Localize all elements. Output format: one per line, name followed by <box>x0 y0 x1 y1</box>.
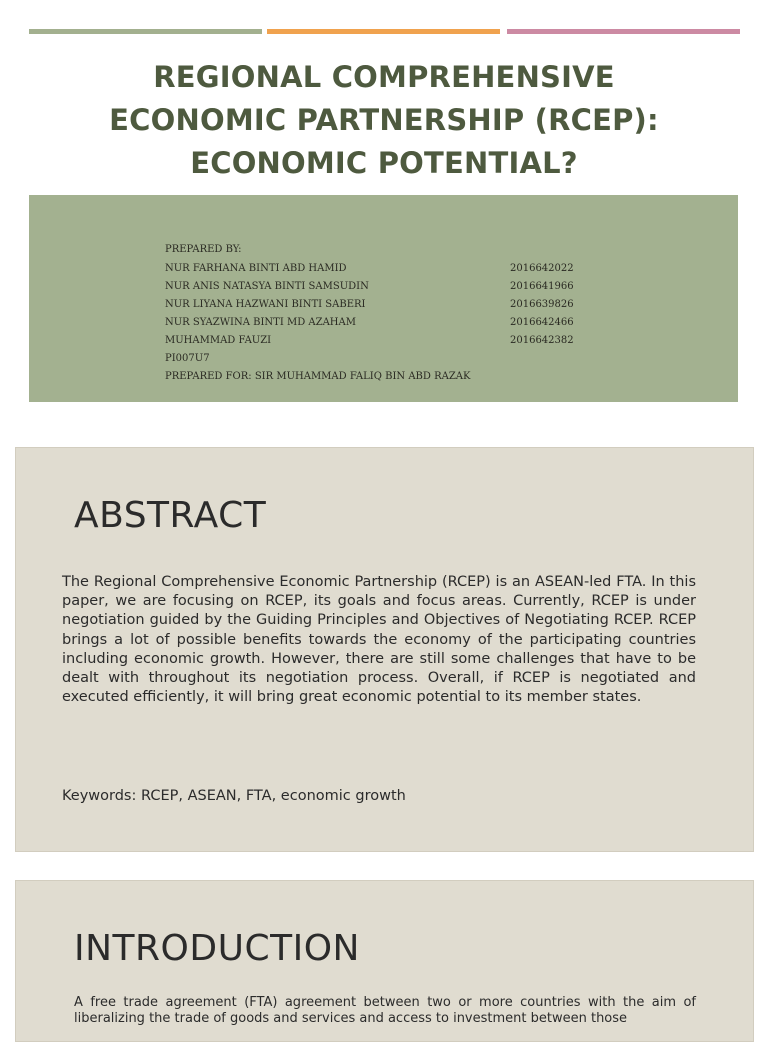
title-line-3: ECONOMIC POTENTIAL? <box>190 146 578 180</box>
abstract-keywords: Keywords: RCEP, ASEAN, FTA, economic growth <box>62 788 406 804</box>
member-id: 2016642466 <box>510 317 574 328</box>
introduction-heading: INTRODUCTION <box>74 928 360 969</box>
member-id: 2016642382 <box>510 335 574 346</box>
abstract-body: The Regional Comprehensive Economic Partnership (RCEP) is an ASEAN-led FTA. In this paper, we are focusing on RCEP, its goals and focus areas. Currently, RCEP is under negotiation guided by the Guiding Principles and Objectives of Negotiating RCEP. RCEP brings a lot of possible benefits towards the economy of the participating countries including economic growth. However, there are still some challenges that have to be dealt with throughout its negotiation process. Overall, if RCEP is negotiated and executed efficiently, it will bring great economic potential to its member states. <box>62 574 696 706</box>
prepared-for: PREPARED FOR: SIR MUHAMMAD FALIQ BIN ABD RAZAK <box>165 371 471 382</box>
document-title <box>60 56 708 185</box>
member-name: MUHAMMAD FAUZI <box>165 335 272 346</box>
member-name: NUR ANIS NATASYA BINTI SAMSUDIN <box>165 281 369 292</box>
abstract-heading: ABSTRACT <box>74 495 267 536</box>
title-line-2: ECONOMIC PARTNERSHIP (RCEP): <box>109 103 659 137</box>
accent-bar-orange <box>267 29 500 34</box>
title-line-1: REGIONAL COMPREHENSIVE <box>153 60 615 94</box>
member-id: 2016642022 <box>510 263 574 274</box>
top-accent-bars <box>29 29 740 34</box>
introduction-body: A free trade agreement (FTA) agreement between two or more countries with the aim of liberalizing the trade of goods and services and access to investment between those <box>74 995 696 1026</box>
class-code: PI007U7 <box>165 353 210 364</box>
member-id: 2016639826 <box>510 299 574 310</box>
introduction-card <box>15 880 754 1042</box>
abstract-card <box>15 447 754 852</box>
accent-bar-pink <box>507 29 740 34</box>
member-name: NUR SYAZWINA BINTI MD AZAHAM <box>165 317 356 328</box>
member-name: NUR FARHANA BINTI ABD HAMID <box>165 263 347 274</box>
author-info-box <box>29 195 738 402</box>
prepared-by-label: PREPARED BY: <box>165 244 242 255</box>
member-name: NUR LIYANA HAZWANI BINTI SABERI <box>165 299 366 310</box>
accent-bar-green <box>29 29 262 34</box>
member-id: 2016641966 <box>510 281 574 292</box>
